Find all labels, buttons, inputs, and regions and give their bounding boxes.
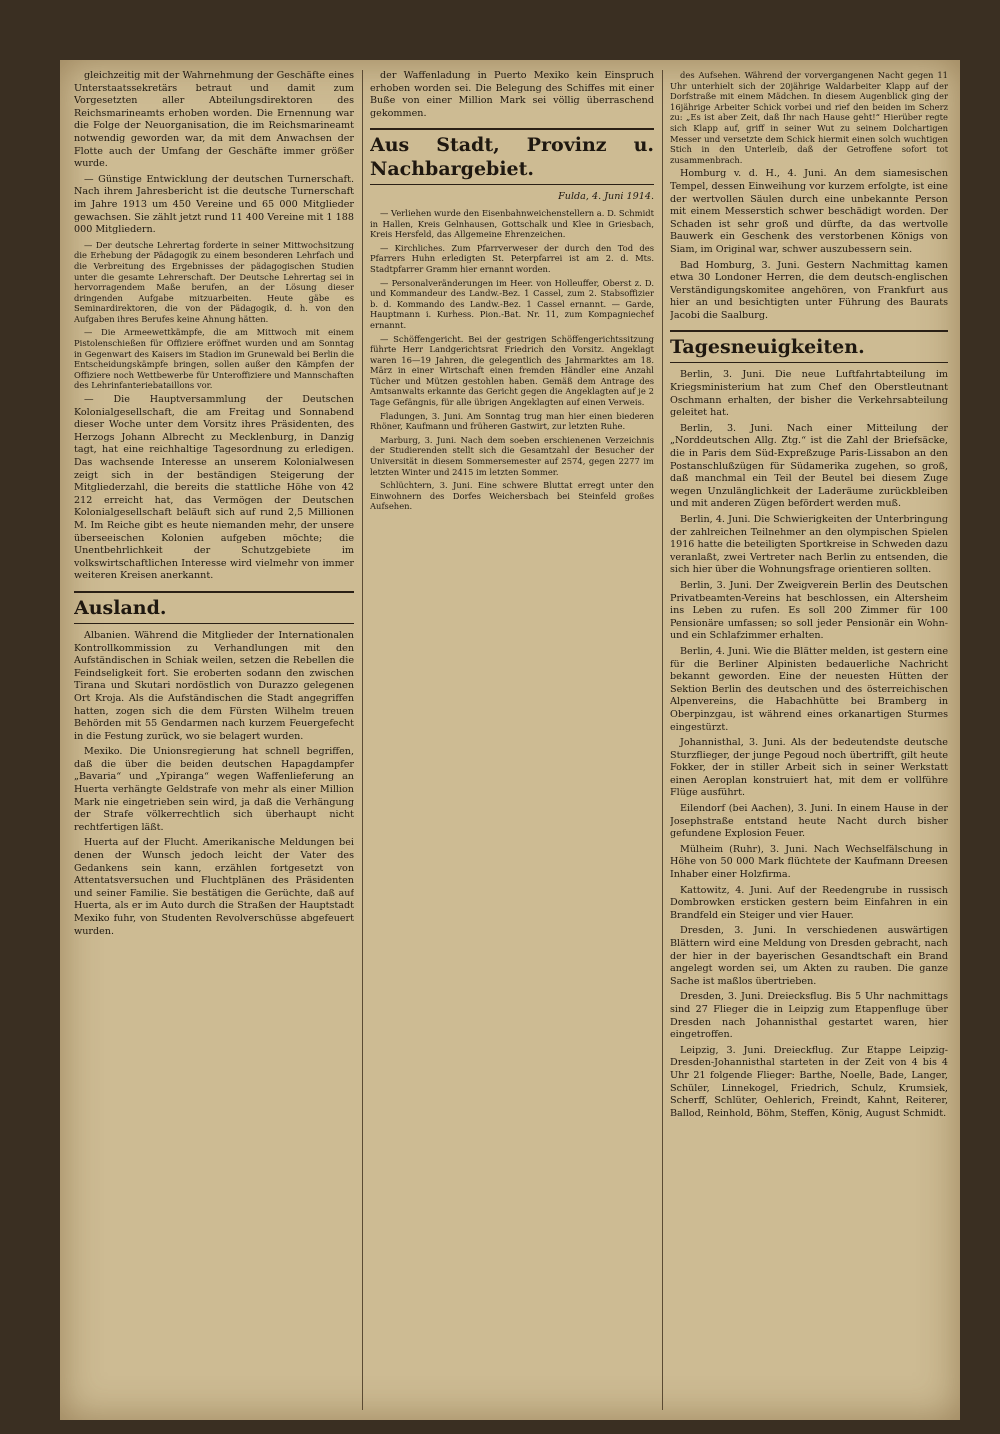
paragraph: Fladungen, 3. Juni. Am Sonntag trug man hier einen biederen Rhöner, Kaufmann und früheren Gastwirt, zur letzten Ruhe. [370, 410, 654, 432]
paragraph: Mülheim (Ruhr), 3. Juni. Nach Wechselfälschung in Höhe von 50 000 Mark flüchtete der Kaufmann Dreesen Inhaber einer Holzfirma. [670, 843, 948, 881]
paragraph: Johannisthal, 3. Juni. Als der bedeutendste deutsche Sturzflieger, der junge Pegoud noch übertrifft, gilt heute Fokker, der in stiller Arbeit sich in seiner Werkstatt einen Aeroplan konstruiert hat, mit dem er vollführe Flüge ausführt. [670, 737, 948, 799]
paragraph: der Waffenladung in Puerto Mexiko kein Einspruch erhoben worden sei. Die Belegung des Schiffes mit einer Buße von einer Million Mark sei völlig überraschend gekommen. [370, 70, 654, 119]
section-heading-tagesneuigkeiten: Tagesneuigkeiten. [670, 330, 948, 363]
paragraph: Mexiko. Die Unionsregierung hat schnell begriffen, daß die über die beiden deutschen Hapagdampfer „Bavaria“ und „Ypiranga“ wegen Waffenlieferung an Huerta verhängte Geldstrafe von mehr als einer Million Mark nie eingetrieben sein wird, ja daß die Verhängung der Strafe völkerrechtlich sich überhaupt nicht rechtfertigen läßt. [74, 746, 354, 833]
paragraph: des Aufsehen. Während der vorvergangenen Nacht gegen 11 Uhr unterhielt sich der 20jährige Waldarbeiter Klapp auf der Dorfstraße mit einem Mädchen. In diesem Augenblick ging der 16jährige Arbeiter Schick vorbei und rief den beiden im Scherz zu: „Es ist aber Zeit, daß Ihr nach Hause geht!“ Hierüber regte sich Klapp auf, griff in seiner Wut zu seinem Dolchartigen Messer und versetzte dem Schick hiermit einen solch wuchtigen Stich in den Unterleib, daß der Getroffene sofort tot zusammenbrach. [670, 70, 948, 165]
column-rule-right [662, 70, 663, 1410]
paragraph: — Die Hauptversammlung der Deutschen Kolonialgesellschaft, die am Freitag und Sonnabend dieser Woche unter dem Vorsitz ihres Präsidenten, des Herzogs Johann Albrecht zu Mecklenburg, in Danzig tagt, hat eine reichhaltige Tagesordnung zu erledigen. Das wachsende Interesse an unserem Kolonialwesen zeigt sich in der beständigen Steigerung der Mitgliederzahl, die bereits die stattliche Höhe von 42 212 erreicht hat, das Vermögen der Deutschen Kolonialgesellschaft beläuft sich auf rund 2,5 Millionen M. Im Reiche gibt es heute niemanden mehr, der unsere überseeischen Kolonien aufgeben möchte; die Unentbehrlichkeit der Schutzgebiete im volkswirtschaftlichen Interesse wird vielmehr von immer weiteren Kreisen anerkannt. [74, 394, 354, 582]
paragraph: gleichzeitig mit der Wahrnehmung der Geschäfte eines Unterstaatssekretärs betraut und damit zum Vorgesetzten aller Abteilungsdirektoren des Reichsmarineamts erhoben worden. Die Ernennung war die Folge der Neuorganisation, die im Reichsmarineamt notwendig geworden war, da mit dem Anwachsen der Flotte auch der Umfang der Geschäfte immer größer wurde. [74, 70, 354, 170]
paragraph: Berlin, 4. Juni. Die Schwierigkeiten der Unterbringung der zahlreichen Teilnehmer an den olympischen Spielen 1916 hatte die beteiligten Sportkreise in Schweden dazu veranlaßt, zwei Vertreter nach Berlin zu entsenden, die sich hier über die Wohnungsfrage orientieren sollten. [670, 514, 948, 576]
paragraph: Leipzig, 3. Juni. Dreieckflug. Zur Etappe Leipzig-Dresden-Johannisthal starteten in der Zeit von 4 bis 4 Uhr 21 folgende Flieger: Barthe, Noelle, Bade, Langer, Schüler, Linnekogel, Friedrich, Schulz, Krumsiek, Scherff, Schlüter, Oehlerich, Freindt, Kahnt, Reiterer, Ballod, Reinhold, Böhm, Steffen, König, August Schmidt. [670, 1044, 948, 1119]
paragraph: Berlin, 3. Juni. Nach einer Mitteilung der „Norddeutschen Allg. Ztg.“ ist die Zahl der Briefsäcke, die in Paris dem Süd-Expreßzuge Paris-Lissabon an den Postanschlußzügen für Südamerika zugehen, so groß, daß manchmal ein Teil der Beutel bei diesem Zuge wegen Unzulänglichkeit der Laderäume zurückbleiben und mit anderen Zügen befördert werden muß. [670, 422, 948, 510]
paragraph: — Die Armeewettkämpfe, die am Mittwoch mit einem Pistolenschießen für Offiziere eröffnet wurden und am Sonntag in Gegenwart des Kaisers im Stadion im Grunewald bei Berlin die Entscheidungskämpfe bringen, sollen außer den Kämpfen der Offiziere noch Wettbewerbe für Unteroffiziere und Mannschaften des Lehrinfanteriebataillons vor. [74, 327, 354, 391]
dateline: Fulda, 4. Juni 1914. [558, 191, 654, 203]
paragraph: Kattowitz, 4. Juni. Auf der Reedengrube in russisch Dombrowken ersticken gestern beim Einfahren in ein Brandfeld ein Steiger und vier Hauer. [670, 884, 948, 921]
paragraph: Huerta auf der Flucht. Amerikanische Meldungen bei denen der Wunsch jedoch leicht der Vater des Gedankens sein kann, erzählen fortgesetzt von Attentatsversuchen und Fluchtplänen des Präsidenten und seiner Familie. Sie bestätigen die Gerüchte, daß auf Huerta, als er im Auto durch die Straßen der Hauptstadt Mexiko fuhr, von Studenten Revolverschüsse abgefeuert wurden. [74, 837, 354, 937]
paragraph: Eilendorf (bei Aachen), 3. Juni. In einem Hause in der Josephstraße entstand heute Nacht durch bisher gefundene Explosion Feuer. [670, 803, 948, 840]
paragraph: — Schöffengericht. Bei der gestrigen Schöffengerichtssitzung führte Herr Landgerichtsrat Friedrich den Vorsitz. Angeklagt waren 16—19 Jahren, die gelegentlich des Jahrmarktes am 18. März in einer Wirtschaft einen fremden Händler eine Anzahl Tücher und Mützen gestohlen haben. Gemäß dem Antrage des Amtsanwalts erkannte das Gericht gegen die Angeklagten auf je 2 Tage Gefängnis, für alle übrigen Angeklagten auf einen Verweis. [370, 333, 654, 408]
paragraph: — Günstige Entwicklung der deutschen Turnerschaft. Nach ihrem Jahresbericht ist die deutsche Turnerschaft im Jahre 1913 um 450 Vereine und 65 000 Mitglieder gewachsen. Sie zählt jetzt rund 11 400 Vereine mit 1 188 000 Mitgliedern. [74, 173, 354, 236]
section-heading-local: Aus Stadt, Provinz u. Nachbargebiet. [370, 128, 654, 185]
paragraph: Berlin, 3. Juni. Die neue Luftfahrtabteilung im Kriegsministerium hat zum Chef den Oberstleutnant Oschmann erhalten, der bisher die Verkehrsabteilung geleitet hat. [670, 369, 948, 419]
paragraph: Dresden, 3. Juni. Dreiecksflug. Bis 5 Uhr nachmittags sind 27 Flieger die in Leipzig zum Etappenfluge über Dresden nach Johannisthal gestartet waren, hier eingetroffen. [670, 991, 948, 1041]
paragraph: Berlin, 4. Juni. Wie die Blätter melden, ist gestern eine für die Berliner Alpinisten bedauerliche Nachricht bekannt geworden. Eine der neuesten Hütten der Sektion Berlin des deutschen und des österreichischen Alpenvereins, die Habachhütte bei Bramberg in Oberpinzgau, ist während eines orkanartigen Sturmes eingestürzt. [670, 645, 948, 733]
column-left [74, 70, 354, 1410]
section-heading-ausland: Ausland. [74, 591, 354, 624]
paragraph: Homburg v. d. H., 4. Juni. An dem siamesischen Tempel, dessen Einweihung vor kurzem erfolgte, ist eine der wertvollen Säulen durch eine unbekannte Person mit einem Messerstich schwer beschädigt worden. Der Schaden ist sehr groß und dürfte, da das wertvolle Bauwerk ein Geschenk des verstorbenen Königs von Siam, im Original war, schwer auszubessern sein. [670, 168, 948, 255]
paragraph: — Der deutsche Lehrertag forderte in seiner Mittwochsitzung die Erhebung der Pädagogik zu einem besonderen Lehrfach und die Verbreitung des Ergebnisses der pädagogischen Studien unter die gesamte Lehrerschaft. Der Deutsche Lehrertag sei in hervorragendem Maße berufen, an der Lösung dieser dringenden Aufgabe mitzuarbeiten. Heute gäbe es Seminardirektoren, die von der Pädagogik, d. h. von den Aufgaben ihres Berufes keine Ahnung hätten. [74, 239, 354, 324]
paragraph: Schlüchtern, 3. Juni. Eine schwere Bluttat erregt unter den Einwohnern des Dorfes Weichersbach bei Steinfeld großes Aufsehen. [370, 480, 654, 512]
paragraph: — Personalveränderungen im Heer. von Holleuffer, Oberst z. D. und Kommandeur des Landw.-Bez. 1 Cassel, zum 2. Stabsoffizier b. d. Kommando des Landw.-Bez. 1 Cassel ernannt. — Garde, Hauptmann i. Kurhess. Pion.-Bat. Nr. 11, zum Kompagniechef ernannt. [370, 277, 654, 330]
paragraph: Berlin, 3. Juni. Der Zweigverein Berlin des Deutschen Privatbeamten-Vereins hat beschlossen, ein Altersheim ins Leben zu rufen. Es soll 200 Zimmer für 100 Pensionäre umfassen; so soll jeder Pensionär ein Wohn- und ein Schlafzimmer erhalten. [670, 579, 948, 642]
column-right [670, 70, 948, 1410]
column-middle [370, 70, 654, 1410]
paragraph: — Kirchliches. Zum Pfarrverweser der durch den Tod des Pfarrers Huhn erledigten St. Peterpfarrei ist am 2. d. Mts. Stadtpfarrer Gramm hier ernannt worden. [370, 242, 654, 274]
column-rule-left [362, 70, 363, 1410]
paragraph: Marburg, 3. Juni. Nach dem soeben erschienenen Verzeichnis der Studierenden stellt sich die Gesamtzahl der Besucher der Universität in diesem Sommersemester auf 2574, gegen 2277 im letzten Winter und 2415 im letzten Sommer. [370, 434, 654, 477]
paragraph: Bad Homburg, 3. Juni. Gestern Nachmittag kamen etwa 30 Londoner Herren, die dem deutsch-englischen Verständigungskomitee angehören, von Frankfurt aus hier an und besichtigten unter Führung des Baurats Jacobi die Saalburg. [670, 259, 948, 321]
paragraph: Albanien. Während die Mitglieder der Internationalen Kontrollkommission zu Verhandlungen mit den Aufständischen in Schiak weilen, setzen die Rebellen die Feindseligkeit fort. Sie eroberten sodann den zwischen Tirana und Skutari nordöstlich von Durazzo gelegenen Ort Kroja. Als die Aufständischen die Stadt angegriffen hatten, zogen sich die dem Fürsten Wilhelm treuen Behörden mit 55 Gendarmen nach kurzem Feuergefecht in die Festung zurück, wo sie belagert wurden. [74, 629, 354, 742]
paragraph: Dresden, 3. Juni. In verschiedenen auswärtigen Blättern wird eine Meldung von Dresden gebracht, nach der hier in der bayerischen Gesandtschaft ein Brand angelegt worden sei, um Akten zu rauben. Die ganze Sache ist maßlos übertrieben. [670, 925, 948, 987]
paragraph: — Verliehen wurde den Eisenbahnweichenstellern a. D. Schmidt in Hallen, Kreis Gelnhausen, Gottschalk und Klee in Griesbach, Kreis Hersfeld, das Allgemeine Ehrenzeichen. [370, 207, 654, 240]
newspaper-page [60, 60, 960, 1420]
